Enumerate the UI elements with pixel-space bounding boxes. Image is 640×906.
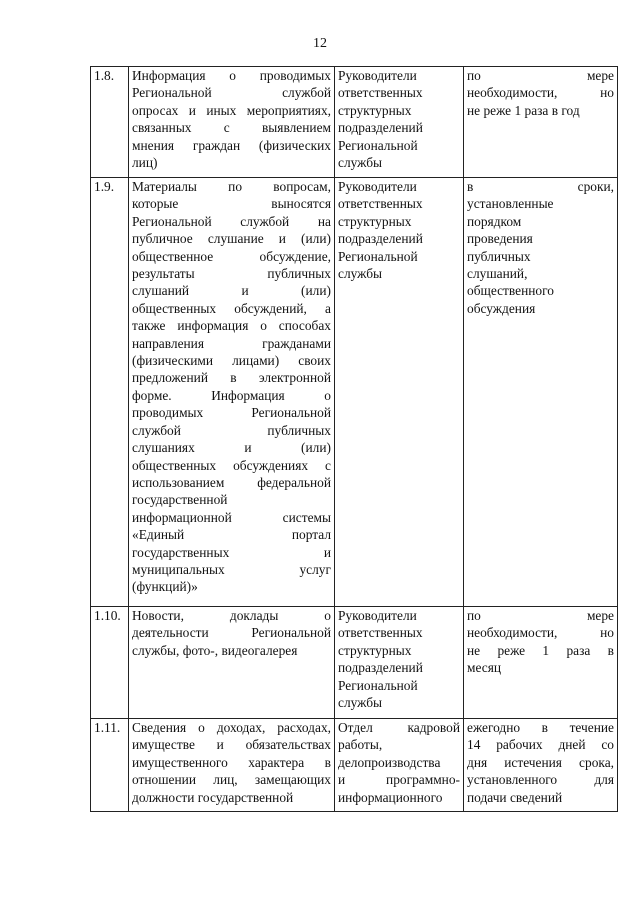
cell-line: делопроизводства <box>338 754 441 770</box>
table-body <box>91 67 618 812</box>
table-row <box>91 607 618 719</box>
cell-line: обсуждения <box>467 300 536 316</box>
cell-line: проводимых Региональной <box>132 405 331 421</box>
cell-line: Новости, доклады о <box>132 608 331 623</box>
cell-line: слушаниях и (или) <box>132 440 331 456</box>
cell-line: муниципальных услуг <box>132 561 331 577</box>
item-number: 1.10. <box>94 608 121 623</box>
cell-line: не реже 1 раза в год <box>467 102 580 118</box>
cell-line: слушаний и (или) <box>132 283 331 299</box>
cell-line: структурных <box>338 642 412 658</box>
cell-line: связанных с выявлением <box>132 120 331 136</box>
cell-line: Региональной службой на <box>132 213 331 229</box>
cell-line: общественное обсуждение, <box>132 248 331 264</box>
cell-line: по мере <box>467 608 614 623</box>
cell-line: (физическими лицами) своих <box>132 353 331 369</box>
cell-line: Региональной <box>338 677 418 693</box>
cell-line: слушаний, <box>467 266 528 282</box>
cell-line: опросах и иных мероприятиях, <box>132 102 331 118</box>
cell-line: отношении лиц, замещающих <box>132 772 331 788</box>
cell-line: использованием федеральной <box>132 474 331 490</box>
cell-line: и программно- <box>338 772 460 788</box>
item-number-cell <box>91 607 129 719</box>
deadline-cell <box>464 67 618 178</box>
responsible-cell <box>335 67 464 178</box>
cell-line: Региональной <box>338 248 418 264</box>
cell-line: деятельности Региональной <box>132 625 331 641</box>
item-number-cell <box>91 178 129 607</box>
cell-line: ответственных <box>338 85 423 101</box>
cell-line: ежегодно в течение <box>467 720 614 735</box>
cell-line: государственной <box>132 492 228 508</box>
cell-line: подразделений <box>338 120 423 136</box>
cell-line: в сроки, <box>467 179 614 194</box>
cell-line: проведения <box>467 231 533 247</box>
item-number-cell <box>91 719 129 812</box>
cell-line: которые выносятся <box>132 196 331 212</box>
cell-line: Материалы по вопросам, <box>132 179 331 194</box>
deadline-cell <box>464 178 618 607</box>
cell-line: общественных обсуждениях с <box>132 457 331 473</box>
responsible-cell <box>335 178 464 607</box>
cell-line: службы, фото-, видеогалерея <box>132 642 298 658</box>
cell-line: Руководители <box>338 608 417 623</box>
cell-line: по мере <box>467 68 614 83</box>
responsible-cell <box>335 607 464 719</box>
info-cell <box>129 67 335 178</box>
cell-line: «Единый портал <box>132 527 331 543</box>
cell-line: ответственных <box>338 196 423 212</box>
cell-line: службы <box>338 266 383 282</box>
cell-line: Руководители <box>338 68 417 83</box>
cell-line: информационного <box>338 789 443 805</box>
cell-line: службой публичных <box>132 422 331 438</box>
cell-line: публичное слушание и (или) <box>132 231 331 247</box>
cell-line: подачи сведений <box>467 789 563 805</box>
deadline-cell <box>464 607 618 719</box>
item-number-cell <box>91 67 129 178</box>
cell-line: форме. Информация о <box>132 387 331 403</box>
cell-line: государственных и <box>132 544 331 560</box>
cell-line: публичных <box>467 248 531 264</box>
cell-line: направления гражданами <box>132 335 331 351</box>
info-cell <box>129 178 335 607</box>
table-row <box>91 719 618 812</box>
cell-line: не реже 1 раза в <box>467 642 614 658</box>
cell-line: Региональной службой <box>132 85 331 101</box>
item-number: 1.8. <box>94 68 115 83</box>
cell-line: необходимости, но <box>467 625 614 641</box>
cell-line: Информация о проводимых <box>132 68 331 83</box>
item-number: 1.9. <box>94 179 115 194</box>
cell-line: мнения граждан (физических <box>132 137 331 153</box>
cell-line: 14 рабочих дней со <box>467 737 614 753</box>
cell-line: работы, <box>338 737 383 753</box>
cell-line: общественных обсуждений, а <box>132 300 331 316</box>
cell-line: службы <box>338 695 383 711</box>
cell-line: структурных <box>338 213 412 229</box>
cell-line: установленные <box>467 196 554 212</box>
page-number: 12 <box>313 36 327 51</box>
table-row <box>91 178 618 607</box>
cell-line: должности государственной <box>132 789 294 805</box>
cell-line: порядком <box>467 213 522 229</box>
cell-line: также информация о способах <box>132 318 331 334</box>
info-cell <box>129 719 335 812</box>
cell-line: (функций)» <box>132 579 198 595</box>
cell-line: Руководители <box>338 179 417 194</box>
cell-line: подразделений <box>338 231 423 247</box>
cell-line: установленного для <box>467 772 614 788</box>
info-cell <box>129 607 335 719</box>
deadline-cell <box>464 719 618 812</box>
cell-line: ответственных <box>338 625 423 641</box>
cell-line: службы <box>338 155 383 171</box>
cell-line: имуществе и обязательствах <box>132 737 331 753</box>
cell-line: общественного <box>467 283 554 299</box>
cell-line: Региональной <box>338 137 418 153</box>
cell-line: результаты публичных <box>132 266 331 282</box>
responsible-cell <box>335 719 464 812</box>
cell-line: дня истечения срока, <box>467 754 614 770</box>
cell-line: подразделений <box>338 660 423 676</box>
cell-line: необходимости, но <box>467 85 614 101</box>
cell-line: структурных <box>338 102 412 118</box>
cell-line: предложений в электронной <box>132 370 331 386</box>
cell-line: Отдел кадровой <box>338 720 460 735</box>
item-number: 1.11. <box>94 720 121 735</box>
document-table <box>90 66 618 812</box>
cell-line: имущественного характера в <box>132 754 331 770</box>
cell-line: информационной системы <box>132 509 331 525</box>
cell-line: месяц <box>467 660 502 676</box>
cell-line: лиц) <box>132 155 158 171</box>
cell-line: Сведения о доходах, расходах, <box>132 720 331 735</box>
table-row <box>91 67 618 178</box>
